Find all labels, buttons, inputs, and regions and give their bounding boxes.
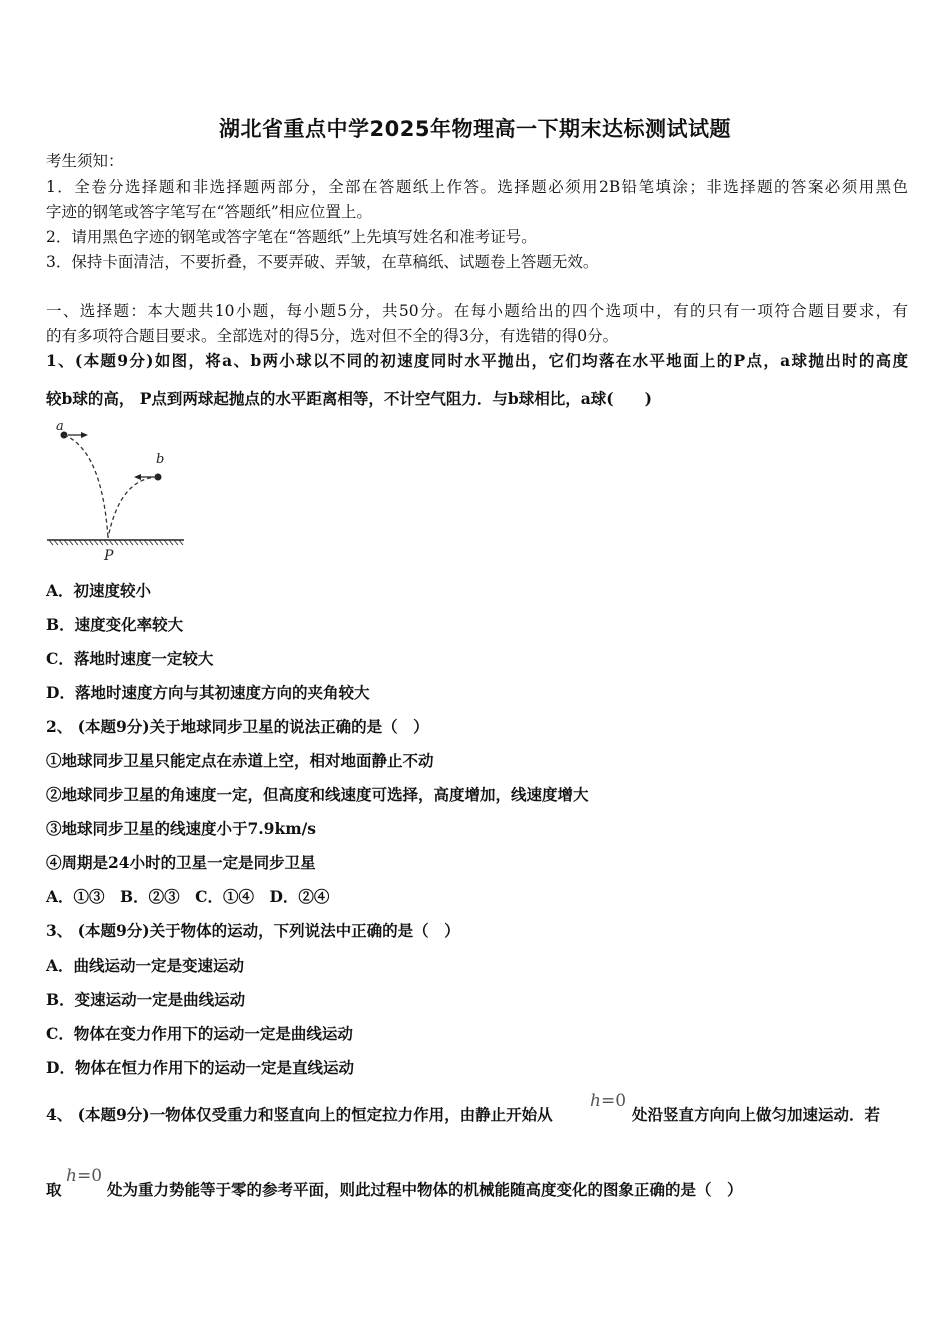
- q1-stem-line2: 较b球的高， P点到两球起抛点的水平距离相等，不计空气阻力．与b球相比，a球( ): [46, 389, 652, 408]
- notice-item-1: 1．全卷分选择题和非选择题两部分，全部在答题纸上作答。选择题必须用2B铅笔填涂；非选择题的答案必须用黑色: [46, 178, 908, 196]
- page-title: 湖北省重点中学2025年物理高一下期末达标测试试题: [219, 117, 731, 141]
- q4-math-h-equals-0-2: [66, 1166, 102, 1186]
- notice-heading: 考生须知：: [46, 152, 124, 170]
- notice-item-2: 2．请用黑色字迹的钢笔或答字笔在“答题纸”上先填写姓名和准考证号。: [46, 228, 537, 246]
- q3-stem: 3、 (本题9分)关于物体的运动，下列说法中正确的是（ ）: [46, 921, 460, 940]
- q2-statement-2: ②地球同步卫星的角速度一定，但高度和线速度可选择，高度增加，线速度增大: [46, 785, 589, 804]
- q1-stem-line1: 1、(本题9分)如图，将a、b两小球以不同的初速度同时水平抛出，它们均落在水平地面上的P点，a球抛出时的高度: [46, 351, 908, 370]
- math-equals-zero: =0: [76, 1166, 103, 1186]
- q4-line1-part2: 处沿竖直方向向上做匀加速运动．若: [632, 1105, 881, 1124]
- math-variable-h: h: [66, 1166, 77, 1186]
- trajectory-a: [64, 435, 108, 538]
- math-equals-zero: =0: [600, 1091, 627, 1111]
- notice-item-3: 3．保持卡面清洁，不要折叠，不要弄破、弄皱，在草稿纸、试题卷上答题无效。: [46, 253, 599, 271]
- q2-statement-1: ①地球同步卫星只能定点在赤道上空，相对地面静止不动: [46, 751, 434, 770]
- q1-option-c: C．落地时速度一定较大: [46, 649, 214, 668]
- label-b: b: [156, 452, 165, 467]
- trajectory-b: [108, 477, 158, 538]
- label-p: P: [104, 548, 114, 564]
- section-instructions-1: 一、选择题：本大题共10小题，每小题5分，共50分。在每小题给出的四个选项中，有的只有一项符合题目要求，有: [46, 302, 908, 320]
- q4-math-h-equals-0: [590, 1091, 626, 1111]
- q2-options: A．①③ B．②③ C．①④ D．②④: [46, 887, 330, 906]
- q1-option-d: D．落地时速度方向与其初速度方向的夹角较大: [46, 683, 370, 702]
- q3-option-a: A．曲线运动一定是变速运动: [46, 956, 245, 975]
- q4-line1-part1: 4、 (本题9分)一物体仅受重力和竖直向上的恒定拉力作用，由静止开始从: [46, 1105, 553, 1124]
- q2-stem: 2、 (本题9分)关于地球同步卫星的说法正确的是（ ）: [46, 717, 429, 736]
- q1-option-a: A．初速度较小: [46, 581, 152, 600]
- q3-option-b: B．变速运动一定是曲线运动: [46, 990, 246, 1009]
- notice-item-1-cont: 字迹的钢笔或答字笔写在“答题纸”相应位置上。: [46, 203, 372, 221]
- label-a: a: [56, 420, 64, 434]
- arrowhead-b: [134, 474, 141, 480]
- q4-line2-part2: 处为重力势能等于零的参考平面，则此过程中物体的机械能随高度变化的图象正确的是（ ）: [107, 1180, 743, 1199]
- q3-option-c: C．物体在变力作用下的运动一定是曲线运动: [46, 1024, 353, 1043]
- arrowhead-a: [81, 432, 88, 438]
- q3-option-d: D．物体在恒力作用下的运动一定是直线运动: [46, 1058, 354, 1077]
- section-instructions-2: 的有多项符合题目要求。全部选对的得5分，选对但不全的得3分，有选错的得0分。: [46, 327, 619, 345]
- q2-statement-4: ④周期是24小时的卫星一定是同步卫星: [46, 853, 316, 872]
- projectile-diagram: [44, 420, 188, 566]
- q1-option-b: B．速度变化率较大: [46, 615, 184, 634]
- math-variable-h: h: [590, 1091, 601, 1111]
- q2-statement-3: ③地球同步卫星的线速度小于7.9km/s: [46, 819, 316, 838]
- q4-line2-part1: 取: [46, 1180, 62, 1199]
